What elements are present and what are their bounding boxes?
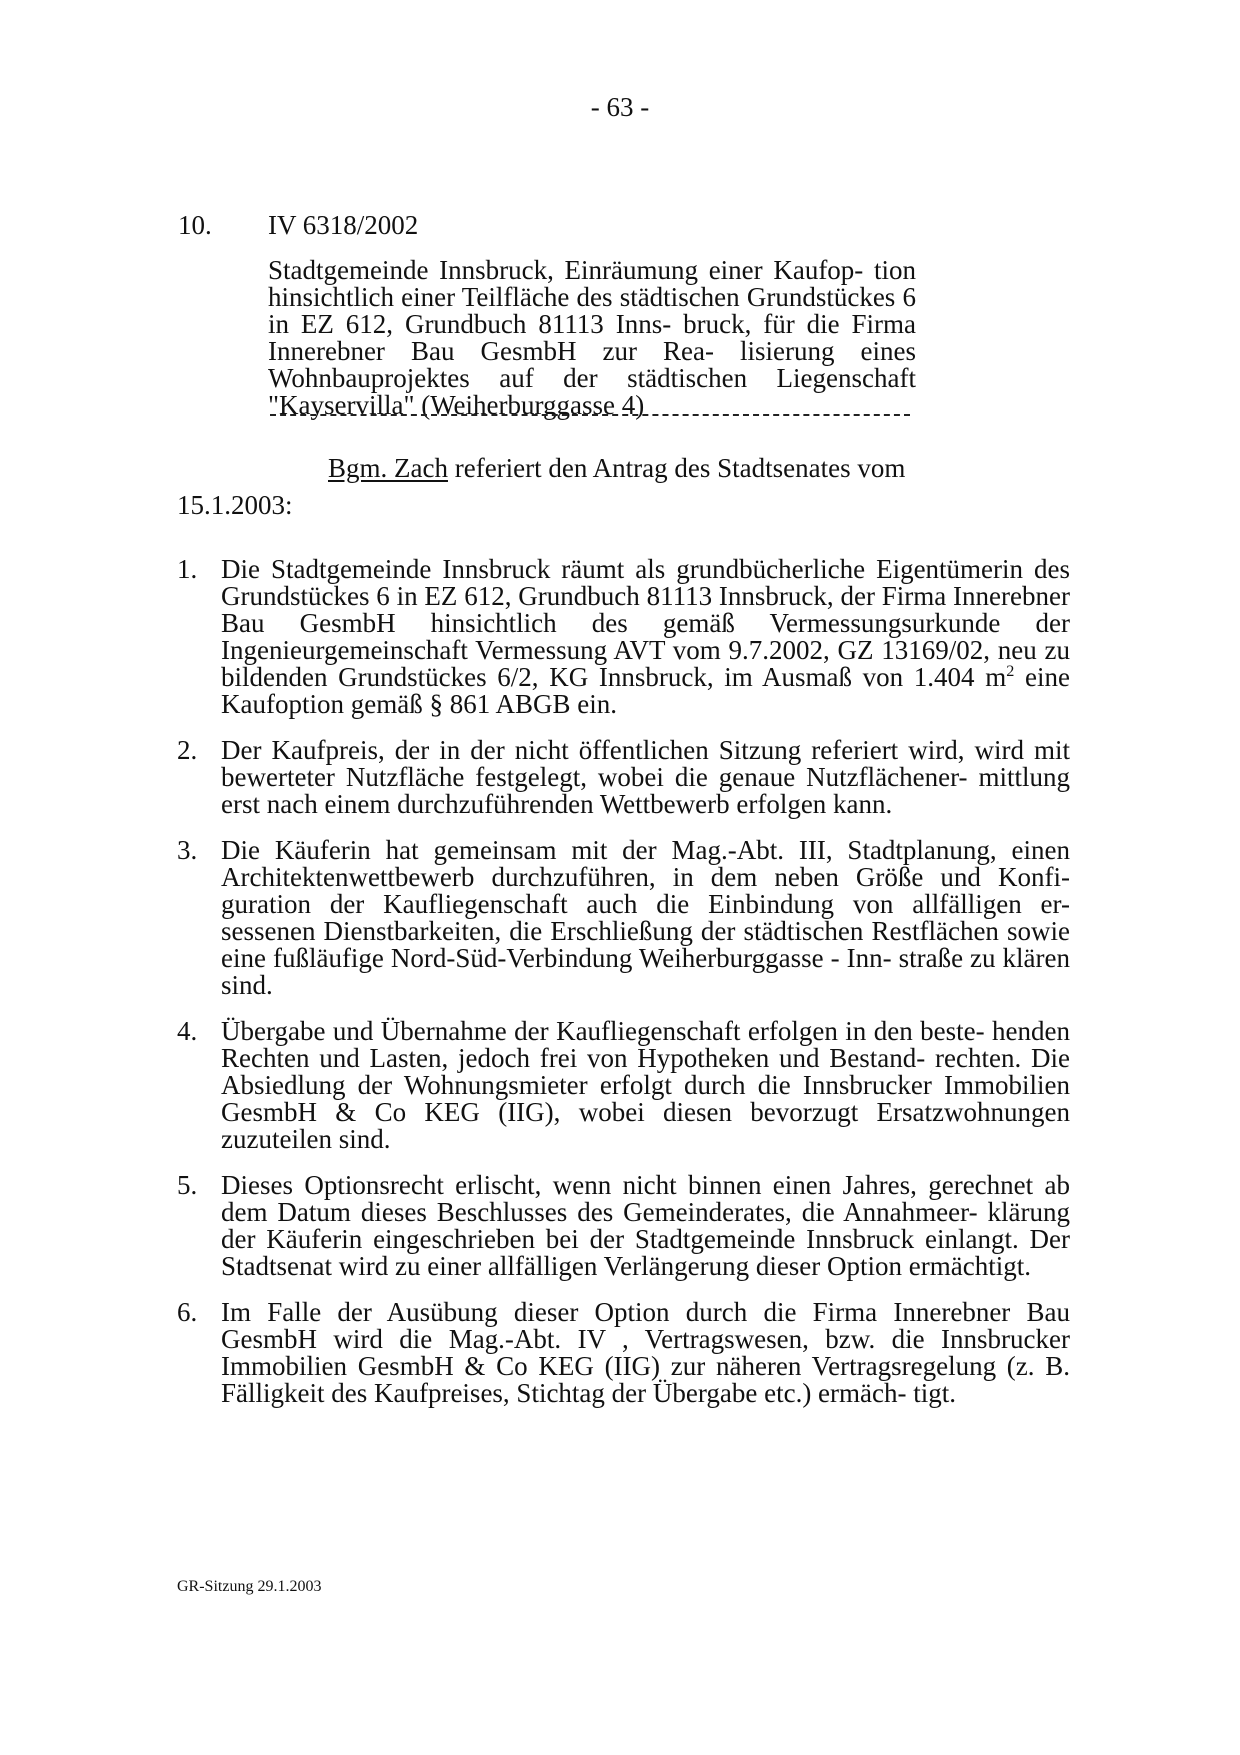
resolution-text: Die Käuferin hat gemeinsam mit der Mag.-Abt. III, Stadtplanung, einen Architektenwettbewerb durchzuführen, in dem neben Größe und Konfi- guration der Kaufliegenschaft auch die Einbindung von allfälligen er- sessenen Dienstbarkeiten, die Erschließung der städtischen Restflächen sowie eine fußläufige Nord-Süd-Verbindung Weiherburggasse - Inn- straße zu klären sind. xyxy=(221,835,1070,1000)
referent-name: Bgm. Zach xyxy=(328,453,448,483)
footer-session-date: GR-Sitzung 29.1.2003 xyxy=(177,1578,322,1595)
resolution-text-cont: eine Kaufoption gemäß § 861 ABGB ein. xyxy=(221,662,1070,719)
resolution-item-2 xyxy=(177,737,1070,818)
resolution-item-3 xyxy=(177,837,1070,999)
resolution-number: 4. xyxy=(177,1016,198,1046)
resolution-item-6 xyxy=(177,1299,1070,1407)
resolution-item-5 xyxy=(177,1172,1070,1280)
resolution-text: Im Falle der Ausübung dieser Option durch die Firma Innerebner Bau GesmbH wird die Mag.-Abt. IV , Vertragswesen, bzw. die Innsbrucker Immobilien GesmbH & Co KEG (IIG) zur näheren Vertragsregelung (z. B. Fälligkeit des Kaufpreises, Stichtag der Übergabe etc.) ermäch- tigt. xyxy=(221,1297,1070,1408)
resolution-text: Die Stadtgemeinde Innsbruck räumt als grundbücherliche Eigentümerin des Grundstückes 6 in EZ 612, Grundbuch 81113 Innsbruck, der Firma Innerebner Bau GesmbH hinsichtlich des gemäß Vermessungsurkunde der Ingenieurgemeinschaft Vermessung AVT vom 9.7.2002, GZ 13169/02, neu zu bildenden Grundstückes 6/2, KG Innsbruck, im Ausmaß von 1.404 m xyxy=(221,554,1070,692)
page-number: - 63 - xyxy=(590,92,650,122)
resolution-text: Der Kaufpreis, der in der nicht öffentlichen Sitzung referiert wird, wird mit bewerteter Nutzfläche festgelegt, wobei die genaue Nutzflächener- mittlung erst nach einem durchzuführenden Wettbewerb erfolgen kann. xyxy=(221,735,1070,819)
resolution-number: 2. xyxy=(177,735,198,765)
resolution-text: Übergabe und Übernahme der Kaufliegenschaft erfolgen in den beste- henden Rechten und Lasten, jedoch frei von Hypotheken und Bestand- rechten. Die Absiedlung der Wohnungsmieter erfolgt durch die Innsbrucker Immobilien GesmbH & Co KEG (IIG), wobei diesen bevorzugt Ersatzwohnungen zuzuteilen sind. xyxy=(221,1016,1070,1154)
resolution-number: 3. xyxy=(177,835,198,865)
dashed-separator xyxy=(270,414,910,416)
referent-line xyxy=(328,453,905,484)
resolution-number: 1. xyxy=(177,554,198,584)
agenda-item-subject: Stadtgemeinde Innsbruck, Einräumung einer Kaufop- tion hinsichtlich einer Teilfläche des städtischen Grundstückes 6 in EZ 612, Grundbuch 81113 Inns- bruck, für die Firma Innerebner Bau GesmbH zur Rea- lisierung eines Wohnbauprojektes auf der städtischen Liegenschaft "Kayservilla" (Weiherburggasse 4) xyxy=(268,255,916,420)
resolution-text: Dieses Optionsrecht erlischt, wenn nicht binnen einen Jahres, gerechnet ab dem Datum dieses Beschlusses des Gemeinderates, die Annahmeer- klärung der Käuferin eingeschrieben bei der Stadtgemeinde Innsbruck einlangt. Der Stadtsenat wird zu einer allfälligen Verlängerung dieser Option ermächtigt. xyxy=(221,1170,1070,1281)
resolution-superscript: 2 xyxy=(1006,662,1015,680)
resolution-number: 6. xyxy=(177,1297,198,1327)
agenda-item-number: 10. xyxy=(178,210,212,240)
resolution-list xyxy=(177,556,1070,1426)
resolution-number: 5. xyxy=(177,1170,198,1200)
referent-text: referiert den Antrag des Stadtsenates vom xyxy=(447,453,906,483)
agenda-item-reference: IV 6318/2002 xyxy=(268,210,419,240)
referent-date: 15.1.2003: xyxy=(177,490,293,520)
resolution-item-1 xyxy=(177,556,1070,718)
resolution-item-4 xyxy=(177,1018,1070,1153)
